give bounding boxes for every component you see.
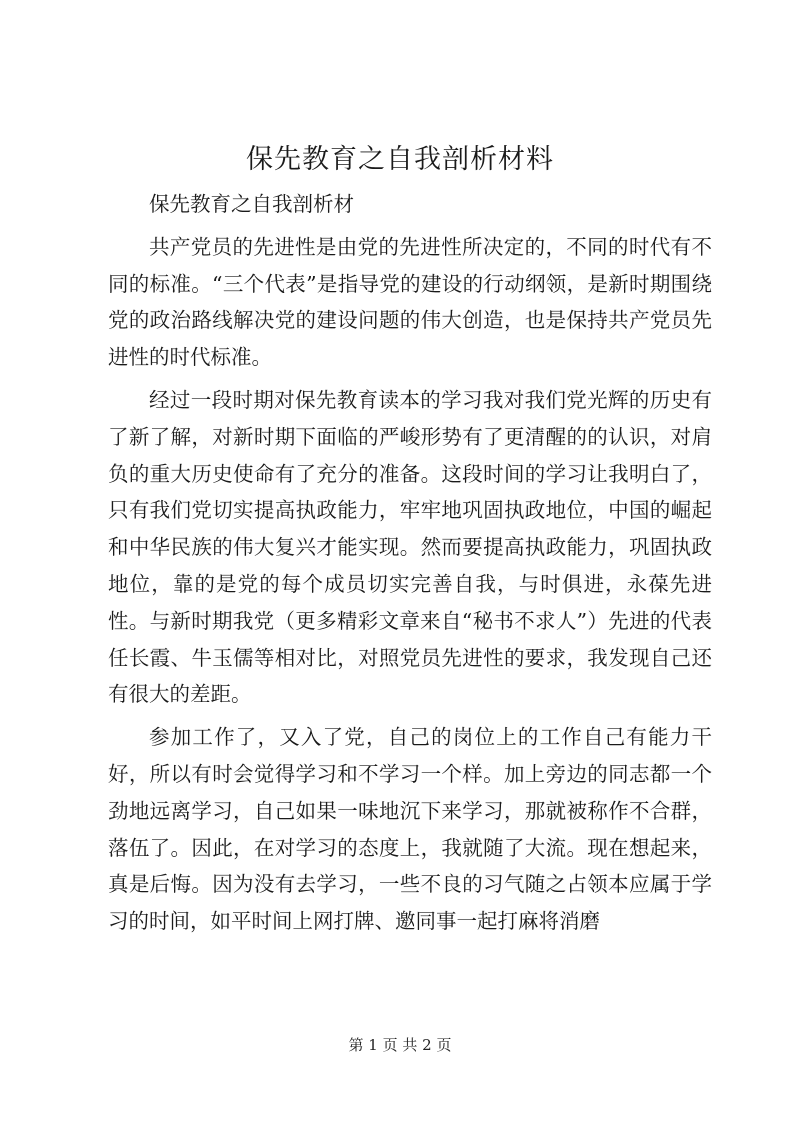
paragraph: 参加工作了，又入了党，自己的岗位上的工作自己有能力干好，所以有时会觉得学习和不学习一个样。加上旁边的同志都一个劲地远离学习，自己如果一味地沉下来学习，那就被称作不合群，落伍了。因此，在对学习的态度上，我就随了大流。现在想起来，真是后悔。因为没有去学习，一些不良的习气随之占领本应属于学习的时间，如平时间上网打牌、邀同事一起打麻将消磨: [108, 725, 712, 934]
paragraph: 经过一段时期对保先教育读本的学习我对我们党光辉的历史有了新了解，对新时期下面临的严峻形势有了更清醒的的认识，对肩负的重大历史使命有了充分的准备。这段时间的学习让我明白了，只有我们党切实提高执政能力，牢牢地巩固执政地位，中国的崛起和中华民族的伟大复兴才能实现。然而要提高执政能力，巩固执政地位，靠的是党的每个成员切实完善自我，与时俱进，永葆先进性。与新时期我党（更多精彩文章来自“秘书不求人”）先进的代表任长霞、牛玉儒等相对比，对照党员先进性的要求，我发现自己还有很大的差距。: [108, 387, 712, 707]
document-body: [108, 186, 712, 946]
document-title: 保先教育之自我剖析材料: [246, 144, 554, 175]
paragraph-subtitle: 保先教育之自我剖析材: [149, 192, 354, 216]
paragraph: 共产党员的先进性是由党的先进性所决定的，不同的时代有不同的标准。“三个代表”是指导党的建设的行动纲领，是新时期围绕党的政治路线解决党的建设问题的伟大创造，也是保持共产党员先进性的时代标准。: [108, 234, 712, 370]
page-number-footer: 第 1 页 共 2 页: [348, 1036, 452, 1054]
